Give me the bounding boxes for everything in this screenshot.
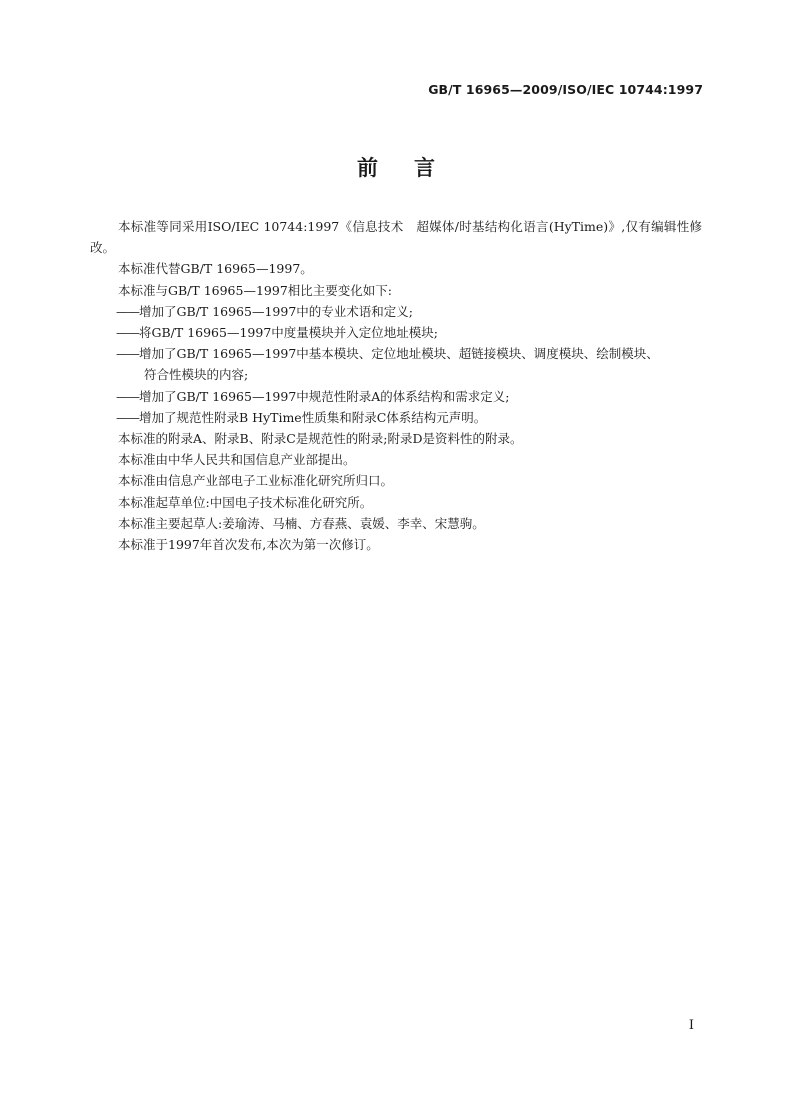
standard-code-header: GB/T 16965—2009/ISO/IEC 10744:1997 [428,82,703,97]
change-item-continuation: 符合性模块的内容; [144,367,249,383]
dash-marker: —— [116,346,139,362]
dash-marker: —— [116,388,139,404]
paragraph-history: 本标准于1997年首次发布,本次为第一次修订。 [118,537,379,553]
paragraph-proposer: 本标准由中华人民共和国信息产业部提出。 [118,452,356,468]
paragraph-responsible: 本标准由信息产业部电子工业标准化研究所归口。 [118,473,394,489]
change-item [116,386,702,407]
change-item-text: 增加了规范性附录B HyTime性质集和附录C体系结构元声明。 [139,409,487,425]
change-item [116,407,702,428]
change-item [116,322,702,343]
change-item-text: 增加了GB/T 16965—1997中基本模块、定位地址模块、超链接模块、调度模块、绘制模块、 [139,346,659,362]
change-item-text: 将GB/T 16965—1997中度量模块并入定位地址模块; [139,325,438,341]
dash-marker: —— [116,303,139,319]
change-item [116,343,702,385]
change-item-text: 增加了GB/T 16965—1997中规范性附录A的体系结构和需求定义; [139,388,510,404]
dash-marker: —— [116,325,139,341]
change-item-text: 增加了GB/T 16965—1997中的专业术语和定义; [139,303,413,319]
paragraph-annexes: 本标准的附录A、附录B、附录C是规范性的附录;附录D是资料性的附录。 [118,431,523,447]
foreword-body [90,216,702,555]
paragraph-drafting-unit: 本标准起草单位:中国电子技术标准化研究所。 [118,494,373,510]
page-number: I [688,1018,694,1033]
paragraph-adoption: 本标准等同采用ISO/IEC 10744:1997《信息技术 超媒体/时基结构化语言(HyTime)》,仅有编辑性修改。 [90,219,702,256]
paragraph-changes-intro: 本标准与GB/T 16965—1997相比主要变化如下: [118,282,392,298]
dash-marker: —— [116,409,139,425]
page-title: 前言 [357,156,471,180]
paragraph-drafters: 本标准主要起草人:姜瑜涛、马楠、方春燕、袁媛、李幸、宋慧驹。 [118,515,485,531]
paragraph-replaces: 本标准代替GB/T 16965—1997。 [118,261,313,277]
change-item [116,301,702,322]
